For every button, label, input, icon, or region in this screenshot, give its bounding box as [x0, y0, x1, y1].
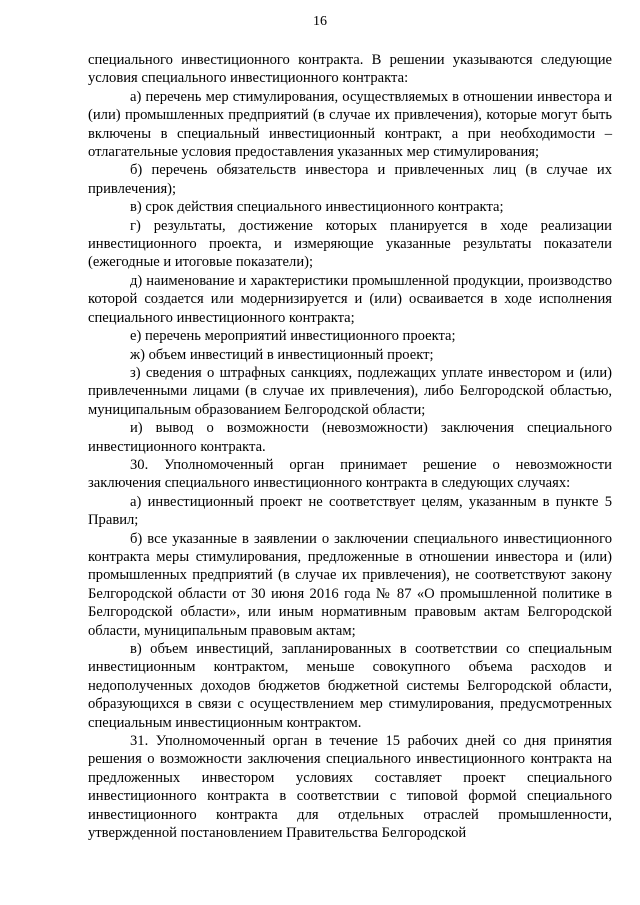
paragraph-item-z: з) сведения о штрафных санкциях, подлежащих уплате инвестором и (или) привлеченными лицами (в случае их привлечения), либо Белгородской областью, муниципальным образованием Белгородской области; — [88, 364, 612, 418]
paragraph-item-zh: ж) объем инвестиций в инвестиционный проект; — [130, 346, 434, 363]
document-body — [88, 51, 612, 842]
paragraph-intro: специального инвестиционного контракта. В решении указываются следующие условия специального инвестиционного контракта: — [88, 52, 612, 87]
paragraph-clause-30-v: в) объем инвестиций, запланированных в соответствии со специальным инвестиционным контрактом, меньше совокупного объема расходов и недополученных доходов бюджетов бюджетной системы Белгородской области, образующихся в связи с осуществлением мер стимулирования, предусмотренных специальным инвестиционным контрактом. — [88, 641, 612, 731]
paragraph-clause-30-b: б) все указанные в заявлении о заключении специального инвестиционного контракта меры стимулирования, предложенные в отношении инвестора и (или) промышленных предприятий (в случае их привлечения), не соответствуют закону Белгородской области от 30 июня 2016 года № 87 «О промышленной политике в Белгородской области», или иным нормативным правовым актам Белгородской области, муниципальным правовым актам; — [88, 530, 612, 639]
paragraph-item-d: д) наименование и характеристики промышленной продукции, производство которой создается или модернизируется и (или) осваивается в ходе исполнения специального инвестиционного контракта; — [88, 272, 612, 326]
paragraph-item-i: и) вывод о возможности (невозможности) заключения специального инвестиционного контракта. — [88, 420, 612, 455]
paragraph-item-e: е) перечень мероприятий инвестиционного проекта; — [130, 328, 456, 345]
paragraph-item-b: б) перечень обязательств инвестора и привлеченных лиц (в случае их привлечения); — [88, 162, 612, 197]
paragraph-clause-31: 31. Уполномоченный орган в течение 15 рабочих дней со дня принятия решения о возможности заключения специального инвестиционного контракта на предложенных инвестором условиях составляет проект специального инвестиционного контракта в соответствии с типовой формой специального инвестиционного контракта для отдельных отраслей промышленности, утвержденной постановлением Правительства Белгородской — [88, 733, 612, 842]
paragraph-clause-30-a: а) инвестиционный проект не соответствует целям, указанным в пункте 5 Правил; — [88, 493, 612, 529]
paragraph-item-a: а) перечень мер стимулирования, осуществляемых в отношении инвестора и (или) промышленных предприятий (в случае их привлечения), которые могут быть включены в специальный инвестиционный контракт, а при необходимости – отлагательные условия предоставления указанных мер стимулирования; — [88, 88, 612, 161]
paragraph-item-g: г) результаты, достижение которых планируется в ходе реализации инвестиционного проекта, и измеряющие указанные результаты показатели (ежегодные и итоговые показатели); — [88, 217, 612, 271]
paragraph-item-v: в) срок действия специального инвестиционного контракта; — [130, 199, 504, 216]
page-number: 16 — [313, 14, 327, 29]
paragraph-clause-30: 30. Уполномоченный орган принимает решение о невозможности заключения специального инвестиционного контракта в следующих случаях: — [88, 456, 612, 492]
